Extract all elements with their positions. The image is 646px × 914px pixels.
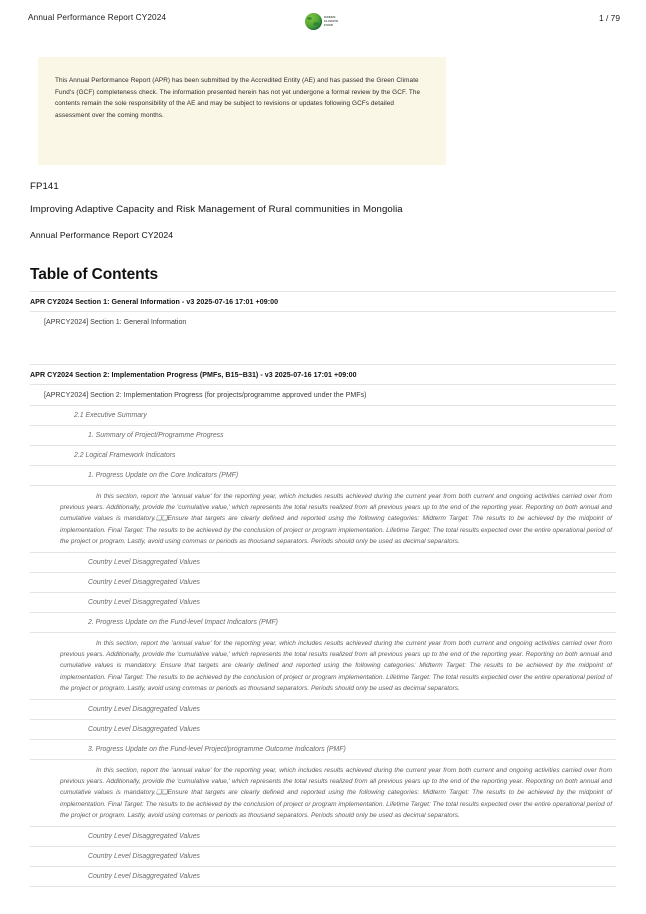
toc-entry-row[interactable] (30, 719, 616, 739)
toc-entry-row[interactable] (30, 384, 616, 405)
toc-entry-row[interactable] (30, 866, 616, 887)
toc-entry-row[interactable] (30, 846, 616, 866)
toc-entry-label: [APRCY2024] Section 2: Implementation Progress (for projects/programme approved under the PMFs) (44, 391, 367, 399)
toc-entry-label: Country Level Disaggregated Values (88, 833, 200, 841)
toc-entry-label: APR CY2024 Section 2: Implementation Progress (PMFs, B15~B31) - v3 2025-07-16 17:01 +09:00 (30, 371, 357, 379)
toc-entry-label: 2.2 Logical Framework Indicators (74, 452, 176, 459)
toc-entry-row[interactable] (30, 405, 616, 425)
toc-entry-row[interactable] (30, 465, 616, 485)
toc-entry-label: Country Level Disaggregated Values (88, 579, 200, 587)
toc-entry-label: Country Level Disaggregated Values (88, 559, 200, 567)
toc-entry-label: Country Level Disaggregated Values (88, 873, 200, 881)
gcf-logo (305, 10, 361, 32)
toc-entry-row[interactable] (30, 592, 616, 612)
toc-guidance-paragraph: In this section, report the 'annual value' for the reporting year, which includes results achieved during the current year from both current and ongoing activities carried over from previous years. Additionally, provide the 'cumulative value,' which represents the total results realized from all previous years up to the end of the reporting year. Reporting on both annual and cumulative values is mandatory.❑❑Ensure that targets are clearly defined and reported using the following categories: Midterm Target: The results to be achieved by the midpoint of implementation. Final Target: The results to be achieved by the conclusion of project or program implementation. Lifetime Target: The total results expected over the entire operational period of the project or program. Lastly, avoid using commas or periods as thousand separators. Periods should only be used as decimal separators. (60, 767, 612, 819)
toc-entry-row[interactable] (30, 759, 616, 826)
toc-entry-label: APR CY2024 Section 1: General Information - v3 2025-07-16 17:01 +09:00 (30, 298, 279, 306)
toc-entry-label: 2.1 Executive Summary (74, 412, 147, 419)
page-number: 1 / 79 (599, 13, 620, 23)
report-period-title: Annual Performance Report CY2024 (30, 230, 174, 240)
toc-entry-label: 1. Summary of Project/Programme Progress (88, 432, 224, 439)
toc-entry-label: 1. Progress Update on the Core Indicators (PMF) (88, 472, 239, 479)
project-code: FP141 (30, 181, 59, 192)
toc-entry-row[interactable] (30, 632, 616, 699)
toc-entry-label: Country Level Disaggregated Values (88, 853, 200, 861)
toc-entry-row[interactable] (30, 445, 616, 465)
completeness-notice-box (38, 57, 446, 165)
toc-entry-row[interactable] (30, 485, 616, 552)
toc-guidance-paragraph: In this section, report the 'annual value' for the reporting year, which includes results achieved during the current year from both current and ongoing activities carried over from previous years. Additionally, provide the 'cumulative value,' which represents the total results realized from all previous years up to the end of the reporting year. Reporting on both annual and cumulative values is mandatory. Ensure that targets are clearly defined and reported using the following categories: Midterm Target: The results to be achieved by the midpoint of implementation. Final Target: The results to be achieved by the conclusion of project or program implementation. Lifetime Target: The total results expected over the entire operational period of the project or program. Lastly, avoid using commas or periods as thousand separators. Periods should only be used as decimal separators. (60, 640, 612, 692)
toc-entry-row[interactable] (30, 826, 616, 846)
toc-guidance-paragraph: In this section, report the 'annual value' for the reporting year, which includes results achieved during the current year from both current and ongoing activities carried over from previous years. Additionally, provide the 'cumulative value,' which represents the total results realized from all previous years up to the end of the reporting year. Reporting on both annual and cumulative values is mandatory.❑❑Ensure that targets are clearly defined and reported using the following categories: Midterm Target: The results to be achieved by the midpoint of implementation. Final Target: The results to be achieved by the conclusion of project or program implementation. Lifetime Target: The total results expected over the entire operational period of the project or program. Lastly, avoid using commas or periods as thousand separators. Periods should only be used as decimal separators. (60, 493, 612, 545)
toc-entry-row[interactable] (30, 699, 616, 719)
page-header (0, 10, 646, 36)
logo-line-1: GREEN (324, 14, 336, 19)
toc-entry-label: 2. Progress Update on the Fund-level Impact Indicators (PMF) (88, 619, 278, 627)
toc-entry-row[interactable] (30, 612, 616, 632)
globe-icon (305, 13, 322, 30)
toc-entry-label: 3. Progress Update on the Fund-level Project/programme Outcome Indicators (PMF) (88, 746, 346, 754)
toc-section-header-row (30, 364, 616, 384)
notice-text: This Annual Performance Report (APR) has been submitted by the Accredited Entity (AE) and has passed the Green Climate Fund's (GCF) completeness check. The information presented herein has not yet undergone a formal review by the GCF. The contents remain the sole responsibility of the AE and may be subject to revisions or updates following GCFs detailed assessment over the coming months. (55, 77, 421, 119)
toc-entry-row[interactable] (30, 572, 616, 592)
toc-entry-row[interactable] (30, 311, 616, 332)
toc-entry-row[interactable] (30, 552, 616, 572)
toc-entry-row[interactable] (30, 739, 616, 759)
project-name: Improving Adaptive Capacity and Risk Management of Rural communities in Mongolia (30, 204, 403, 215)
logo-wordmark (324, 15, 338, 27)
report-title-block (30, 180, 610, 242)
toc-entry-row[interactable] (30, 425, 616, 445)
toc-entry-label: [APRCY2024] Section 1: General Information (44, 318, 187, 326)
toc-entry-label: Country Level Disaggregated Values (88, 599, 200, 607)
logo-line-3: FUND (324, 22, 334, 27)
toc-section-header-row (30, 291, 616, 311)
toc-section-gap (30, 332, 616, 364)
toc-entry-label: Country Level Disaggregated Values (88, 706, 200, 714)
header-report-title: Annual Performance Report CY2024 (28, 13, 167, 22)
toc-entry-label: Country Level Disaggregated Values (88, 726, 200, 734)
table-of-contents (30, 291, 616, 887)
table-of-contents-heading: Table of Contents (30, 266, 159, 283)
logo-line-2: CLIMATE (324, 18, 339, 23)
